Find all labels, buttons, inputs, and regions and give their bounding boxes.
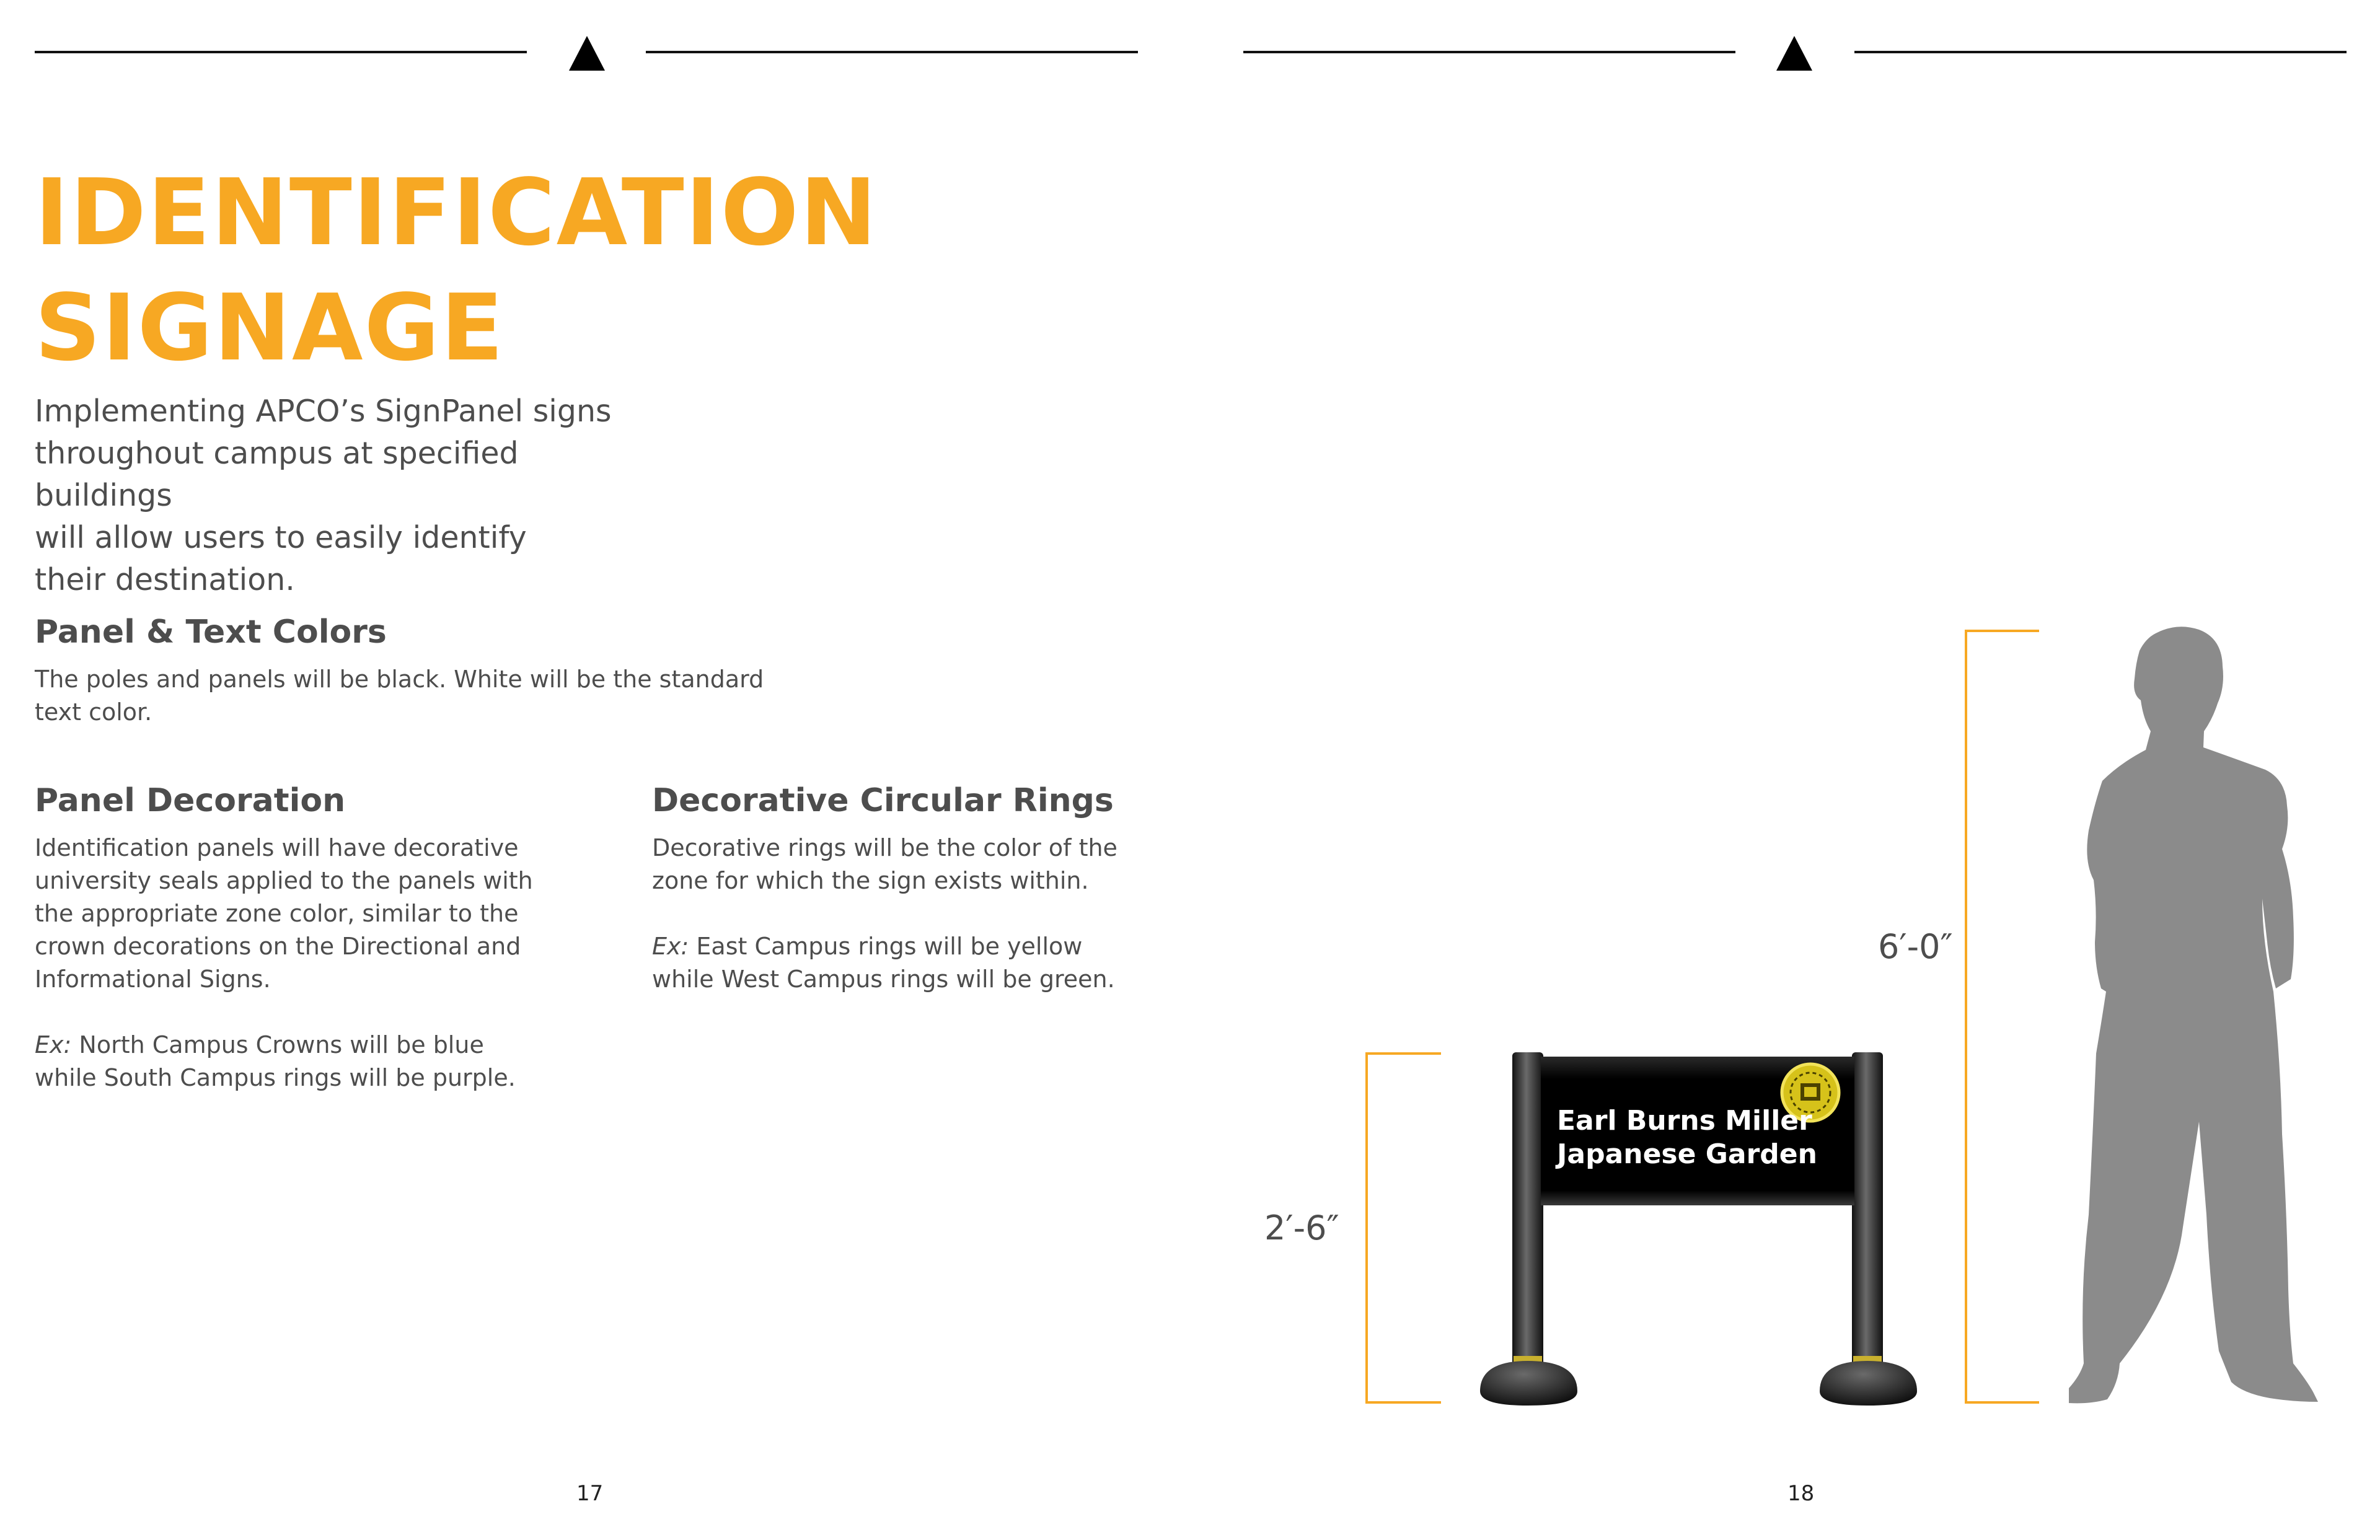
- body-line: Identification panels will have decorative: [35, 834, 519, 861]
- sign-base-left: [1480, 1361, 1577, 1406]
- body-line: university seals applied to the panels with: [35, 867, 533, 894]
- person-silhouette: [2069, 627, 2318, 1403]
- intro-line: Implementing APCO’s SignPanel signs: [35, 394, 612, 429]
- page-number-left: 17: [576, 1481, 604, 1506]
- decorative-rings-heading: Decorative Circular Rings: [652, 782, 1114, 819]
- panel-decoration-heading: Panel Decoration: [35, 782, 346, 819]
- person-height-bracket: [1965, 630, 2039, 1404]
- example-text: North Campus Crowns will be blue: [71, 1031, 484, 1058]
- body-line: crown decorations on the Directional and: [35, 933, 521, 960]
- panel-text-colors-heading: Panel & Text Colors: [35, 614, 387, 651]
- body-line: Decorative rings will be the color of the: [652, 834, 1117, 861]
- sign-height-label: 2′-6″: [1264, 1208, 1339, 1247]
- example-label: Ex:: [35, 1031, 72, 1058]
- body-line: Informational Signs.: [35, 966, 271, 993]
- example-label: Ex:: [652, 933, 689, 960]
- title-line-2: SIGNAGE: [35, 275, 505, 381]
- sign-text-line: Japanese Garden: [1557, 1138, 1817, 1170]
- intro-line: their destination.: [35, 562, 295, 597]
- sign-panel-text: [1557, 1104, 1817, 1171]
- title-line-1: IDENTIFICATION: [35, 159, 878, 266]
- sign-text-line: Earl Burns Miller: [1557, 1105, 1812, 1137]
- intro-line: throughout campus at specified buildings: [35, 436, 519, 513]
- body-line: the appropriate zone color, similar to the: [35, 900, 519, 927]
- person-height-label: 6′-0″: [1878, 927, 1953, 966]
- example-line: while West Campus rings will be green.: [652, 966, 1115, 993]
- body-line: zone for which the sign exists within.: [652, 867, 1089, 894]
- body-line: text color.: [35, 698, 152, 726]
- sign-pole-right: [1852, 1052, 1883, 1370]
- page-number-right: 18: [1787, 1481, 1815, 1506]
- intro-line: will allow users to easily identify: [35, 520, 527, 555]
- example-line: while South Campus rings will be purple.: [35, 1064, 516, 1091]
- sign-base-right: [1820, 1361, 1917, 1406]
- sign-pole-left: [1512, 1052, 1543, 1370]
- sign-height-bracket: [1365, 1052, 1441, 1404]
- example-text: East Campus rings will be yellow: [689, 933, 1083, 960]
- body-line: The poles and panels will be black. White will be the standard: [35, 666, 764, 693]
